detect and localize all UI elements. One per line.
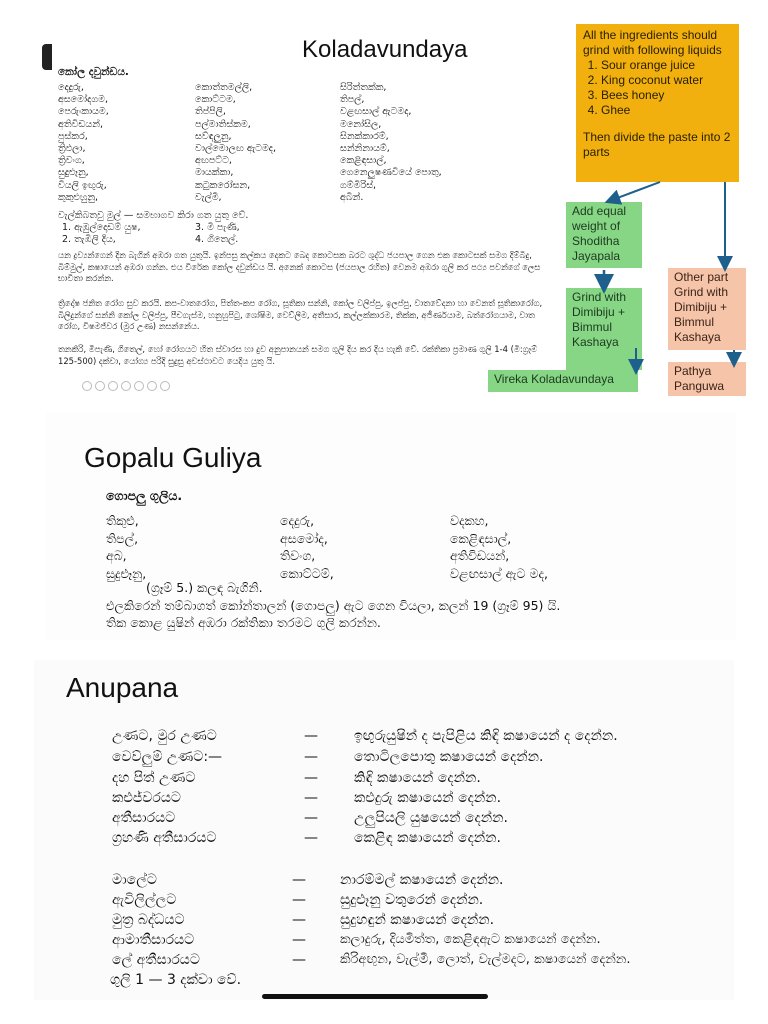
dash: — [304,810,318,826]
ingredient: ත්‍රිඵලා, [58,143,86,155]
ingredient: කොට්ටම්, [280,565,334,581]
condition-label: මුත්‍ර බද්ධයට [112,912,185,928]
ingredient: ගම්මිරිස්, [340,179,377,191]
remedy-text: සුදුළූනු වතුරෙන් දෙන්න. [340,892,484,908]
arrow-to-add [612,182,660,200]
gopalu-column-1 [106,512,146,582]
ingredient: වාල්මොලඟ ඇටමද, [195,143,277,155]
condition-label: උණට, මුර උණට [112,728,217,744]
ingredient: අබින්. [340,191,364,203]
method-paragraph: යන ද්‍රව්‍යන්ගෙන් දින බැගින් අඹරා ගත යුතුයි. ඉන්පසු කල්කය දෙකට බෙද කොටසක බරට ශුද්ධ ජයපාල ගෙන එක කොටසක් සමග දිම්බිදු, බිම්මුල්, කෂායෙන් අඹරා ගන්න. එය විරේක කෝල දවුන්ඩය යි. අනෙක් කොටස (ජයපාල රහිත) වෙනම අඹරා ගුලි කර පථ්‍ය පවන්ගේ ලෙස භාවිතා කරන්න. [58,250,541,283]
dosage-footer: ගුලි 1 — 3 දක්වා වේ. [110,972,242,988]
ingredient: සන්නිනායම්, [340,143,390,155]
ingredient: අඟපට්ට, [195,155,232,167]
note-outro: Then divide the paste into 2 parts [583,130,731,159]
liquid-item: 1. ඇඹුල්දොඩම් යුෂ, [62,222,141,233]
koladavundaya-title: Koladavundaya [302,36,468,63]
flow-arrows [40,18,755,396]
condition-label: ආමාතීසාරයට [112,932,195,948]
ingredient: සිනක්කාරම්, [340,130,389,142]
gopalu-guliya-title: Gopalu Guliya [84,442,262,473]
gopalu-method: එලකිරෙන් තම්බාගත් කෝන්තාලන් (ගොපලු) ඇට ගෙන වියලා, කලන් 19 (ග්‍රෑම් 95) යි. [106,598,561,613]
gopalu-column-2 [280,512,334,582]
ingredient: වදකහ, [450,513,489,528]
ingredient: මනෝසිල, [340,118,382,130]
ingredient: සුදුළූනු, [58,167,89,179]
grind-vireka-box: Grind with Dimibiju + Bimmul Kashaya [566,288,642,370]
condition-label: කළුජ්වරයට [112,790,181,806]
ingredient: සුදුළූනු, [106,565,147,581]
ingredient: පුස්කර, [58,130,88,142]
ingredient: දෙදුරු, [58,82,84,93]
note-item: 4. Ghee [601,103,732,118]
condition-label: ලේ අතීසාරයට [112,952,200,968]
ingredient: වැල්මී, [195,191,222,203]
condition-label: දහ පිත් උණට [112,770,196,786]
ingredient: වියලි ඉඟුරු, [58,179,107,191]
condition-label: ග්‍රහණි අතීසාරයට [112,830,217,846]
anupana-panel [34,660,734,1000]
ingredient: කොට්ටම, [195,94,236,106]
ingredient: වළඟසාල් ඇටමද, [340,106,412,118]
remedy-text: කිඳි කෂායෙන් දෙන්න. [354,770,481,786]
ingredient: තිවංග, [280,548,316,563]
ingredient: කෙළිඳසාල්, [340,155,387,167]
gopalu-column-3 [450,512,548,582]
condition-label: මාලේට [112,872,157,888]
add-jayapala-box: Add equal weight of Shoditha Jayapala [566,202,642,268]
ingredient: අතිවිඩයන්, [450,548,510,563]
gopalu-heading: ගොපලු ගුලිය. [106,488,183,503]
gopalu-guliya-panel [46,412,736,640]
condition-label: වෙව්ලුම් උණට:— [112,749,223,765]
ingredient: කටුකරෝසන, [195,179,251,191]
ingredient: සව්ඳලුනු, [195,130,232,142]
note-item: 3. Bees honey [601,88,732,103]
remedy-text: තොටිලපොතු කෂායෙන් දෙන්න. [354,749,544,765]
note-item: 2. King coconut water [601,73,732,88]
note-item: 1. Sour orange juice [601,58,732,73]
remedy-text: කෙළිඳ කෂායෙන් දෙන්න. [354,830,501,846]
ingredient: වළඟසාල් ඇට මද, [450,565,548,581]
liquid-item: 2. තැඹිලි දිය, [62,234,116,245]
note-intro: All the ingredients should grind with following liquids [583,28,722,57]
dash: — [292,912,306,928]
remedy-text: නාරම්මල් කෂායෙන් දෙන්න. [340,872,504,888]
indications-paragraph: ත්‍රිදෝෂ ජනිත රෝග සුව කරයි. කප-වාතරෝග, පිත්ත-කප රෝග, සූතිකා සන්නි, කෝල වලිප්පු, ඉලප්පු, වාතවේදනා හා වෙනත් සූතිකාරෝග, බිලිදුන්ගේ සන්නි කෝල වලිප්පු, පීචගැස්ම, හනුහුපිටු, ශෝෂිම, වෙව්ලීම, අතීසාර, කල්ලක්කාරම, තික්ක, අජීර්ණයාම, බත්රෝගයාම, වාත රෝග, විෂමජ්වර (මුර උණ) නසන්නේය. [58,298,543,331]
remedy-text: සුදුහඳුන් කෂායෙන් දෙන්න. [340,912,495,928]
ingredient: තිපල්, [106,530,139,546]
ingredient: කොත්තමල්ලි, [195,82,253,93]
ingredient: සිරිත්තක්ක, [340,82,387,93]
condition-label: ඇවිලිල්ලට [112,892,177,908]
pathya-panguwa-box: Pathya Panguwa [668,362,746,396]
dash: — [304,790,318,806]
ingredient: පෙරුංකායම, [58,106,109,118]
remedy-text: උලුපියලි යුෂයෙන් දෙන්න. [354,810,508,826]
home-indicator[interactable] [262,994,488,999]
liquids-line: වැල්කිබතවු මුල් — සමභාගව කිරා ගත යුතු වේ. [58,210,249,221]
remedy-text: ඉඟුරුයුෂින් ද පැපිළිය කිඳි කෂායෙන් ද දෙන්න. [354,728,618,744]
scan-heading: කෝල දවුන්ඩය. [58,66,129,78]
vireka-koladavundaya-box: Vireka Koladavundaya [488,370,638,392]
liquid-item: 4. ගිතෙල්. [195,234,239,245]
other-part-box: Other part Grind with Dimibiju + Bimmul Kashaya [668,268,746,350]
ingredient: ත්‍රිවංග, [58,155,85,167]
remedy-text: කළුදුරු කෂායෙන් දෙන්න. [354,790,502,806]
ingredient: අසමෝදගම, [58,94,108,106]
ingredient: අතිවිඩයන්, [58,118,104,130]
remedy-text: කලාදුරු, දියමිත්ත, කෙළිඳඇට කෂායෙන් දෙන්න. [340,932,601,947]
koladavundaya-panel [40,18,755,396]
dash: — [292,872,306,888]
ingredient: අසමෝද, [280,530,328,546]
gopalu-measure: (ග්‍රෑම් 5.) කලඳ බැගිනි. [146,580,263,595]
ingredient: ගෙනෙලුෂණවියේ පොතු, [340,167,442,179]
condition-label: අතීසාරයට [112,810,176,826]
dash: — [304,770,318,786]
liquid-item: 3. මී පැණි, [195,222,240,233]
ingredient: දෙදුරු, [280,513,315,528]
ingredient: තිපල්, [340,94,365,106]
remedy-text: කිරිඅඟුන, වැල්මී, ලොත්, වැල්මදට, කෂායෙන් දෙන්න. [340,952,631,967]
dash: — [292,932,306,948]
dosage-paragraph: තනකිරි, මීපැණි, ගිතෙල්, හෝ රෝගයට හිත ස්වාරස හා දුව අනුපානයන් සමග ගුලි දිය කර දිය හැකි වේ. රක්තිකා ප්‍රමාණ ගුලි 1-4 (මි:ග්‍රෑම් 125-500) දක්වා, යෝග්‍ය පරිදි සුදුසු අවස්ථාවට යෙදිය යුතු යි. [58,344,538,366]
dash: — [304,728,318,744]
dash: — [304,830,318,846]
dash: — [292,952,306,968]
ingredient: අබ, [106,548,127,563]
ingredient: මායක්කා, [195,167,234,179]
ingredient: පල්මාතිස්කම, [195,118,251,130]
ingredient: තිකුළු, [106,513,139,528]
anupana-title: Anupana [66,672,179,703]
ingredient: කෙළිඳසාල්, [450,530,512,546]
ingredient: තිප්පිලි, [195,106,226,118]
dash: — [304,749,318,765]
gopalu-instruction: තික කොළ යුෂින් අඹරා රක්තිකා තරමට ගුලි කරන්න. [106,615,381,630]
dash: — [292,892,306,908]
ingredient: කුකුළුහුනු, [58,191,99,203]
